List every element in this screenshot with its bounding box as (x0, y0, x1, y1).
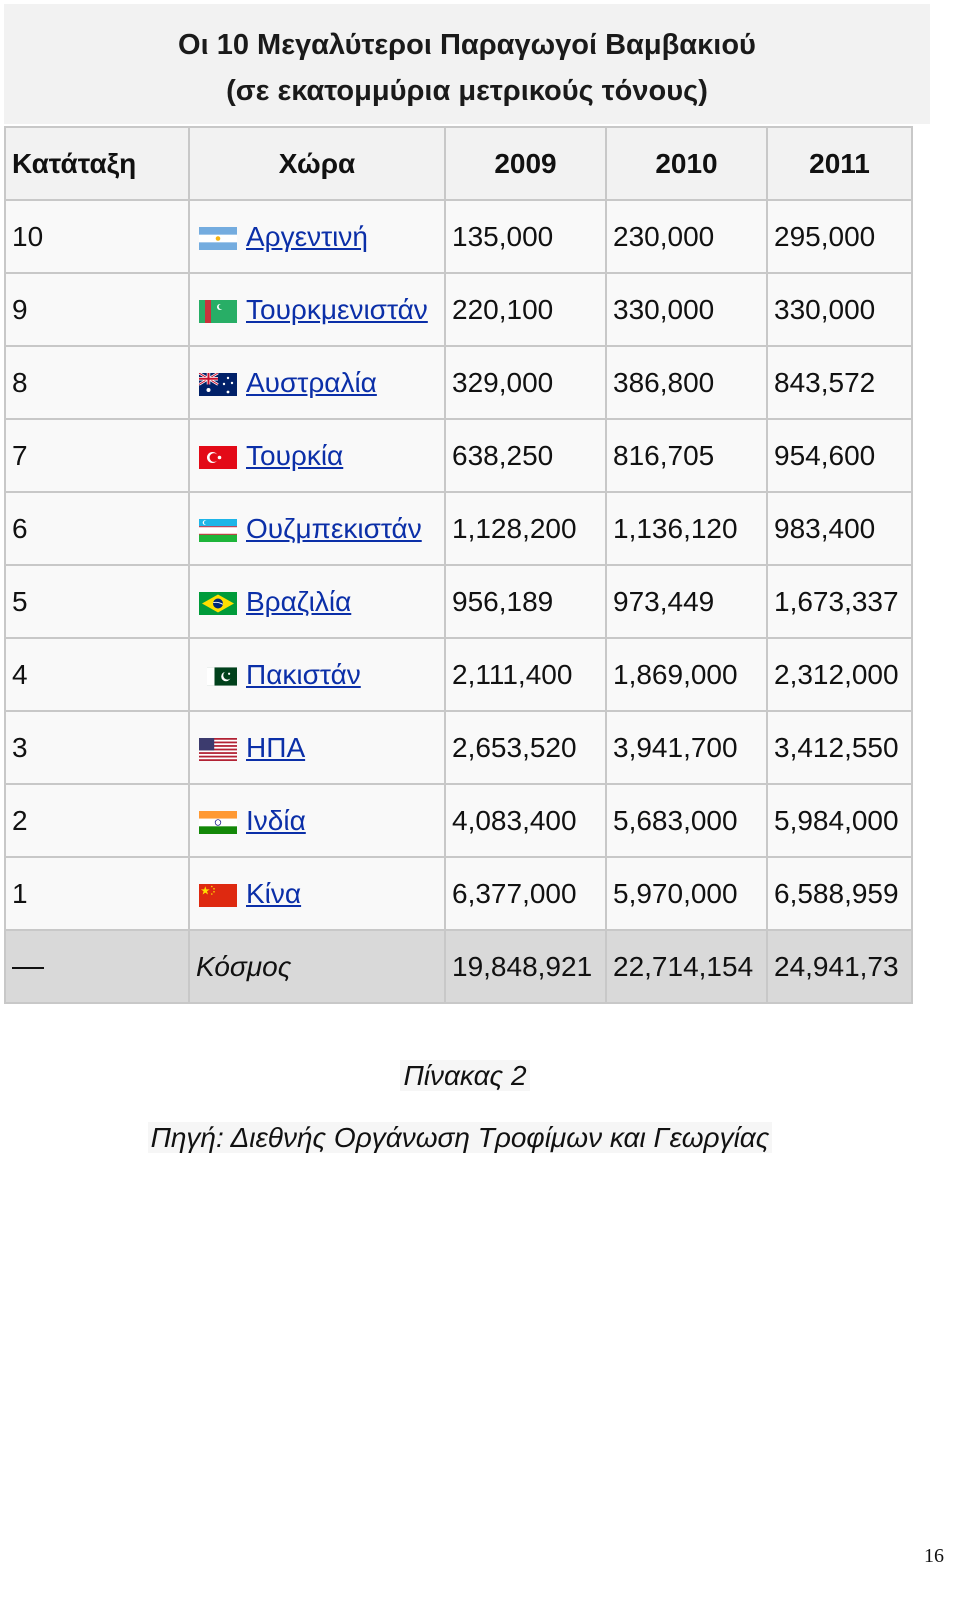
header-2011: 2011 (767, 127, 912, 200)
country-cell (189, 565, 445, 638)
world-country-cell (189, 930, 445, 1003)
value-2010-cell: 1,869,000 (606, 638, 767, 711)
page-number: 16 (924, 1545, 944, 1567)
table-caption (4, 4, 930, 124)
world-2009-cell: 19,848,921 (445, 930, 606, 1003)
rank-cell: 9 (5, 273, 189, 346)
value-2010-cell: 330,000 (606, 273, 767, 346)
table-row (5, 346, 912, 419)
country-cell (189, 273, 445, 346)
uzbekistan-flag-icon (199, 517, 237, 540)
brazil-flag-icon (199, 590, 237, 613)
country-link[interactable]: Τουρκία (246, 439, 344, 471)
table-title-line-1: Οι 10 Μεγαλύτεροι Παραγωγοί Βαμβακιού (178, 29, 756, 61)
value-2009-cell: 329,000 (445, 346, 606, 419)
dash-mark (12, 967, 44, 969)
rank-cell: 10 (5, 200, 189, 273)
world-total-row (5, 930, 912, 1003)
table-header-row (5, 127, 912, 200)
country-link[interactable]: ΗΠΑ (246, 731, 306, 763)
value-2010-cell: 5,970,000 (606, 857, 767, 930)
header-country: Χώρα (189, 127, 445, 200)
country-cell (189, 346, 445, 419)
rank-cell: 1 (5, 857, 189, 930)
country-link[interactable]: Πακιστάν (246, 658, 361, 690)
table-row (5, 638, 912, 711)
table-row (5, 419, 912, 492)
source-text: Πηγή: Διεθνής Οργάνωση Τροφίμων και Γεωργίας (148, 1122, 773, 1153)
rank-cell: 2 (5, 784, 189, 857)
country-link[interactable]: Ινδία (246, 804, 306, 836)
value-2010-cell: 3,941,700 (606, 711, 767, 784)
turkey-flag-icon (199, 444, 237, 467)
value-2009-cell: 638,250 (445, 419, 606, 492)
table-number (0, 1060, 930, 1092)
table-row (5, 492, 912, 565)
value-2010-cell: 816,705 (606, 419, 767, 492)
country-link[interactable]: Αργεντινή (246, 220, 368, 252)
value-2009-cell: 135,000 (445, 200, 606, 273)
india-flag-icon (199, 809, 237, 832)
pakistan-flag-icon (207, 663, 237, 686)
value-2011-cell: 330,000 (767, 273, 912, 346)
header-2009: 2009 (445, 127, 606, 200)
country-cell (189, 492, 445, 565)
value-2011-cell: 843,572 (767, 346, 912, 419)
value-2010-cell: 386,800 (606, 346, 767, 419)
country-cell (189, 711, 445, 784)
country-link[interactable]: Αυστραλία (246, 366, 377, 398)
value-2009-cell: 6,377,000 (445, 857, 606, 930)
world-label: Κόσμος (196, 950, 292, 982)
country-link[interactable]: Τουρκμενιστάν (246, 293, 428, 325)
header-2010: 2010 (606, 127, 767, 200)
table-row (5, 565, 912, 638)
rank-cell: 6 (5, 492, 189, 565)
rank-cell: 5 (5, 565, 189, 638)
country-cell (189, 200, 445, 273)
country-link[interactable]: Κίνα (246, 877, 302, 909)
usa-flag-icon (199, 736, 237, 759)
value-2010-cell: 1,136,120 (606, 492, 767, 565)
turkmenistan-flag-icon (199, 298, 237, 321)
value-2011-cell: 5,984,000 (767, 784, 912, 857)
value-2011-cell: 2,312,000 (767, 638, 912, 711)
world-rank-cell (5, 930, 189, 1003)
cotton-producers-table (4, 126, 913, 1004)
value-2011-cell: 954,600 (767, 419, 912, 492)
value-2011-cell: 983,400 (767, 492, 912, 565)
argentina-flag-icon (199, 225, 237, 248)
source-line (0, 1122, 920, 1154)
rank-cell: 8 (5, 346, 189, 419)
value-2009-cell: 956,189 (445, 565, 606, 638)
value-2011-cell: 3,412,550 (767, 711, 912, 784)
country-cell (189, 857, 445, 930)
world-2011-cell: 24,941,73 (767, 930, 912, 1003)
value-2010-cell: 230,000 (606, 200, 767, 273)
country-cell (189, 419, 445, 492)
value-2011-cell: 295,000 (767, 200, 912, 273)
value-2011-cell: 6,588,959 (767, 857, 912, 930)
value-2010-cell: 5,683,000 (606, 784, 767, 857)
value-2009-cell: 4,083,400 (445, 784, 606, 857)
table-row (5, 857, 912, 930)
value-2009-cell: 1,128,200 (445, 492, 606, 565)
header-rank: Κατάταξη (5, 127, 189, 200)
table-title-line-2: (σε εκατομμύρια μετρικούς τόνους) (226, 75, 708, 107)
value-2009-cell: 2,111,400 (445, 638, 606, 711)
world-2010-cell: 22,714,154 (606, 930, 767, 1003)
table-row (5, 200, 912, 273)
table-number-text: Πίνακας 2 (400, 1060, 529, 1091)
rank-cell: 3 (5, 711, 189, 784)
rank-cell: 7 (5, 419, 189, 492)
country-cell (189, 784, 445, 857)
rank-cell: 4 (5, 638, 189, 711)
country-cell (189, 638, 445, 711)
china-flag-icon (199, 882, 237, 905)
value-2009-cell: 220,100 (445, 273, 606, 346)
country-link[interactable]: Βραζιλία (246, 585, 352, 617)
country-link[interactable]: Ουζμπεκιστάν (246, 512, 422, 544)
australia-flag-icon (199, 371, 237, 394)
value-2009-cell: 2,653,520 (445, 711, 606, 784)
value-2010-cell: 973,449 (606, 565, 767, 638)
table-row (5, 273, 912, 346)
table-row (5, 784, 912, 857)
value-2011-cell: 1,673,337 (767, 565, 912, 638)
table-row (5, 711, 912, 784)
